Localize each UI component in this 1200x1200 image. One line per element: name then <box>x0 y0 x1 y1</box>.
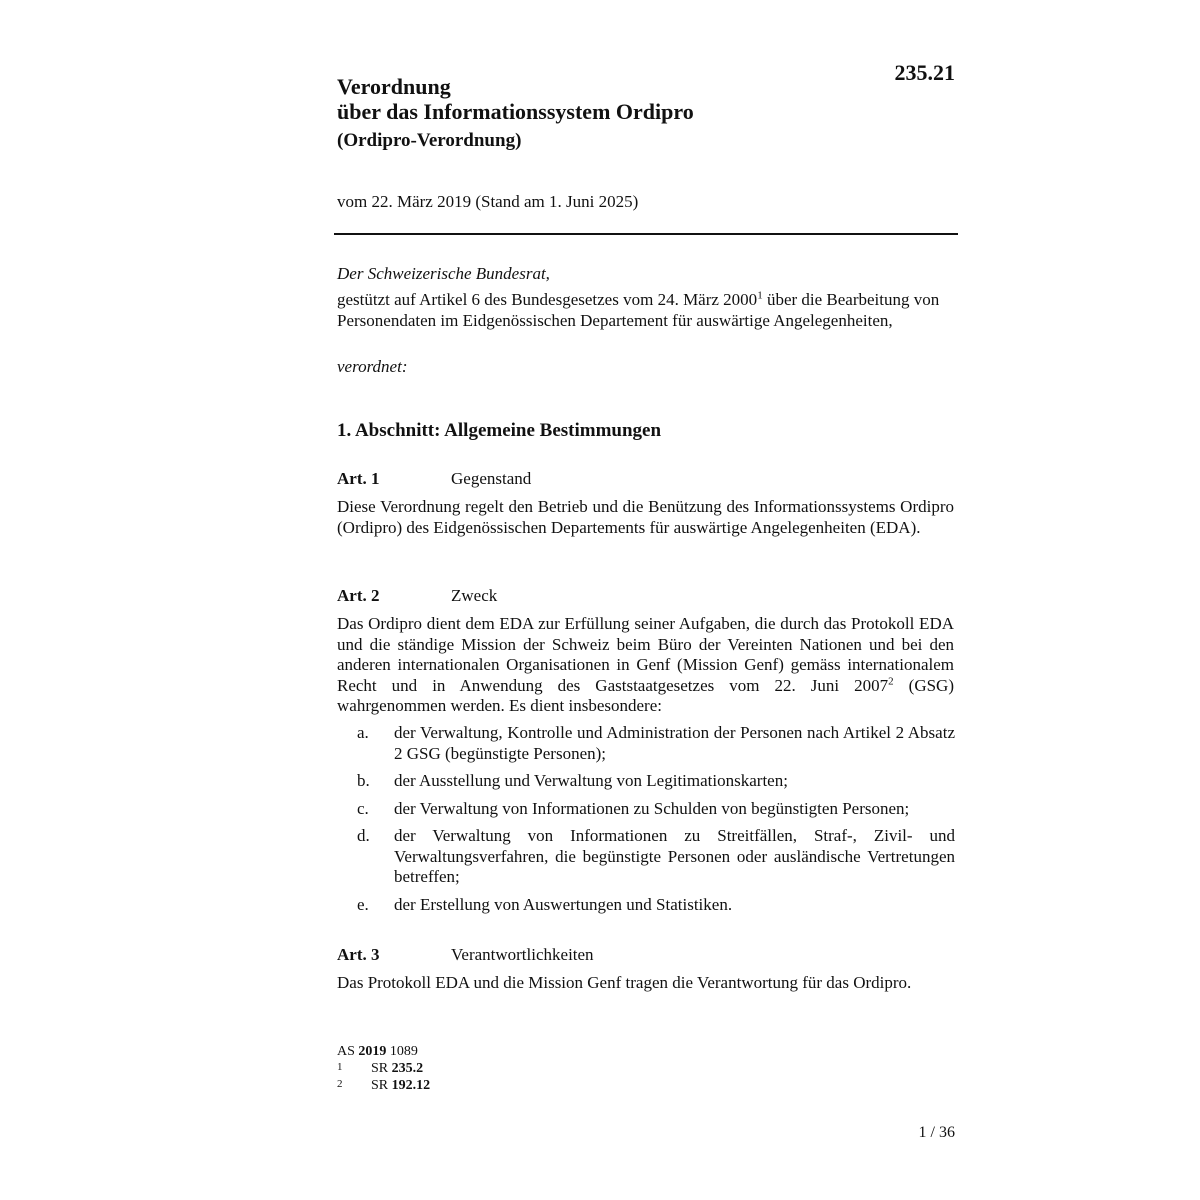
preamble-decree: verordnet: <box>337 357 408 376</box>
article-3-heading <box>337 945 594 965</box>
footnote-ref-2[interactable]: 2 <box>888 674 894 687</box>
article-1-number: Art. 1 <box>337 469 380 488</box>
list-item-text: der Verwaltung, Kontrolle und Administration der Personen nach Artikel 2 Absatz 2 GSG (begünstigte Personen); <box>394 723 955 763</box>
preamble-basis-after: über die Bearbeitung von Personendaten im Eidgenössischen Departement für auswärtige Angelegenheiten, <box>337 290 940 330</box>
header-divider <box>334 233 958 235</box>
list-item-text: der Verwaltung von Informationen zu Schulden von begünstigten Personen; <box>394 798 910 818</box>
document-title <box>337 74 694 124</box>
list-item <box>357 771 955 792</box>
list-marker: b. <box>357 771 370 790</box>
list-marker: d. <box>357 826 370 845</box>
footnote-2-number: 2 <box>337 1078 343 1090</box>
article-2-text-before: Das Ordipro dient dem EDA zur Erfüllung seiner Aufgaben, die durch das Protokoll EDA und die ständige Mission der Schweiz beim Büro der Vereinten Nationen und bei den anderen internationalen Organisationen in Genf (Mission Genf) gemäss internationalem Recht und in Anwendung des Gaststaatgesetzes vom 22. Juni 2007 <box>337 614 954 695</box>
date-line: vom 22. März 2019 (Stand am 1. Juni 2025) <box>337 192 639 211</box>
preamble-basis-before: gestützt auf Artikel 6 des Bundesgesetzes vom 24. März 2000 <box>337 290 758 309</box>
footnote-2 <box>337 1077 430 1094</box>
article-2-text <box>337 614 954 717</box>
list-item <box>357 895 955 916</box>
footnote-2-ref[interactable]: 192.12 <box>391 1078 431 1093</box>
article-2-list <box>357 723 955 922</box>
footnote-1-text <box>371 1060 423 1077</box>
title-line-1: Verordnung <box>337 74 451 99</box>
page-number: 1 / 36 <box>918 1124 955 1141</box>
list-item-text: der Erstellung von Auswertungen und Statistiken. <box>394 894 733 914</box>
list-marker: c. <box>357 798 369 818</box>
short-title: (Ordipro-Verordnung) <box>337 130 522 151</box>
article-2-subject: Zweck <box>451 586 498 605</box>
as-reference <box>337 1043 430 1060</box>
footnote-ref-1[interactable]: 1 <box>757 289 763 302</box>
article-1-heading <box>337 469 531 489</box>
footnote-2-text <box>371 1077 430 1094</box>
article-3-number: Art. 3 <box>337 945 380 964</box>
article-2-heading <box>337 586 497 606</box>
sr-number: 235.21 <box>894 60 955 85</box>
footnotes <box>337 1043 430 1094</box>
footnote-1-ref[interactable]: 235.2 <box>391 1061 424 1076</box>
article-3-text: Das Protokoll EDA und die Mission Genf tragen die Verantwortung für das Ordipro. <box>337 973 912 992</box>
footnote-2-prefix: SR <box>371 1078 389 1093</box>
as-page: 1089 <box>389 1044 418 1059</box>
list-marker: e. <box>357 894 369 914</box>
title-line-2: über das Informationssystem Ordipro <box>337 99 694 124</box>
as-year: 2019 <box>358 1044 387 1059</box>
article-1-text: Diese Verordnung regelt den Betrieb und die Benützung des Informationssystems Ordipro (Ordipro) des Eidgenössischen Departements für auswärtige Angelegenheiten (EDA). <box>337 497 954 537</box>
article-2-text-after: (GSG) wahrgenommen werden. Es dient insbesondere: <box>337 675 954 715</box>
footnote-1-number: 1 <box>337 1061 343 1073</box>
list-marker: a. <box>357 723 369 742</box>
list-item <box>357 799 955 820</box>
article-1-subject: Gegenstand <box>451 469 532 488</box>
preamble-basis <box>337 290 955 331</box>
article-2-number: Art. 2 <box>337 586 380 605</box>
preamble-authority: Der Schweizerische Bundesrat, <box>337 264 550 283</box>
section-heading: 1. Abschnitt: Allgemeine Bestimmungen <box>337 420 662 441</box>
article-3-subject: Verantwortlichkeiten <box>451 945 594 964</box>
list-item <box>357 723 955 764</box>
list-item-text: der Verwaltung von Informationen zu Streitfällen, Straf-, Zivil- und Verwaltungsverfahren, die begünstigte Personen oder ausländische Vertretungen betreffen; <box>394 826 955 886</box>
list-item <box>357 826 955 888</box>
footnote-1-prefix: SR <box>371 1061 389 1076</box>
footnote-1 <box>337 1060 430 1077</box>
as-prefix: AS <box>337 1044 355 1059</box>
list-item-text: der Ausstellung und Verwaltung von Legitimationskarten; <box>394 771 788 790</box>
